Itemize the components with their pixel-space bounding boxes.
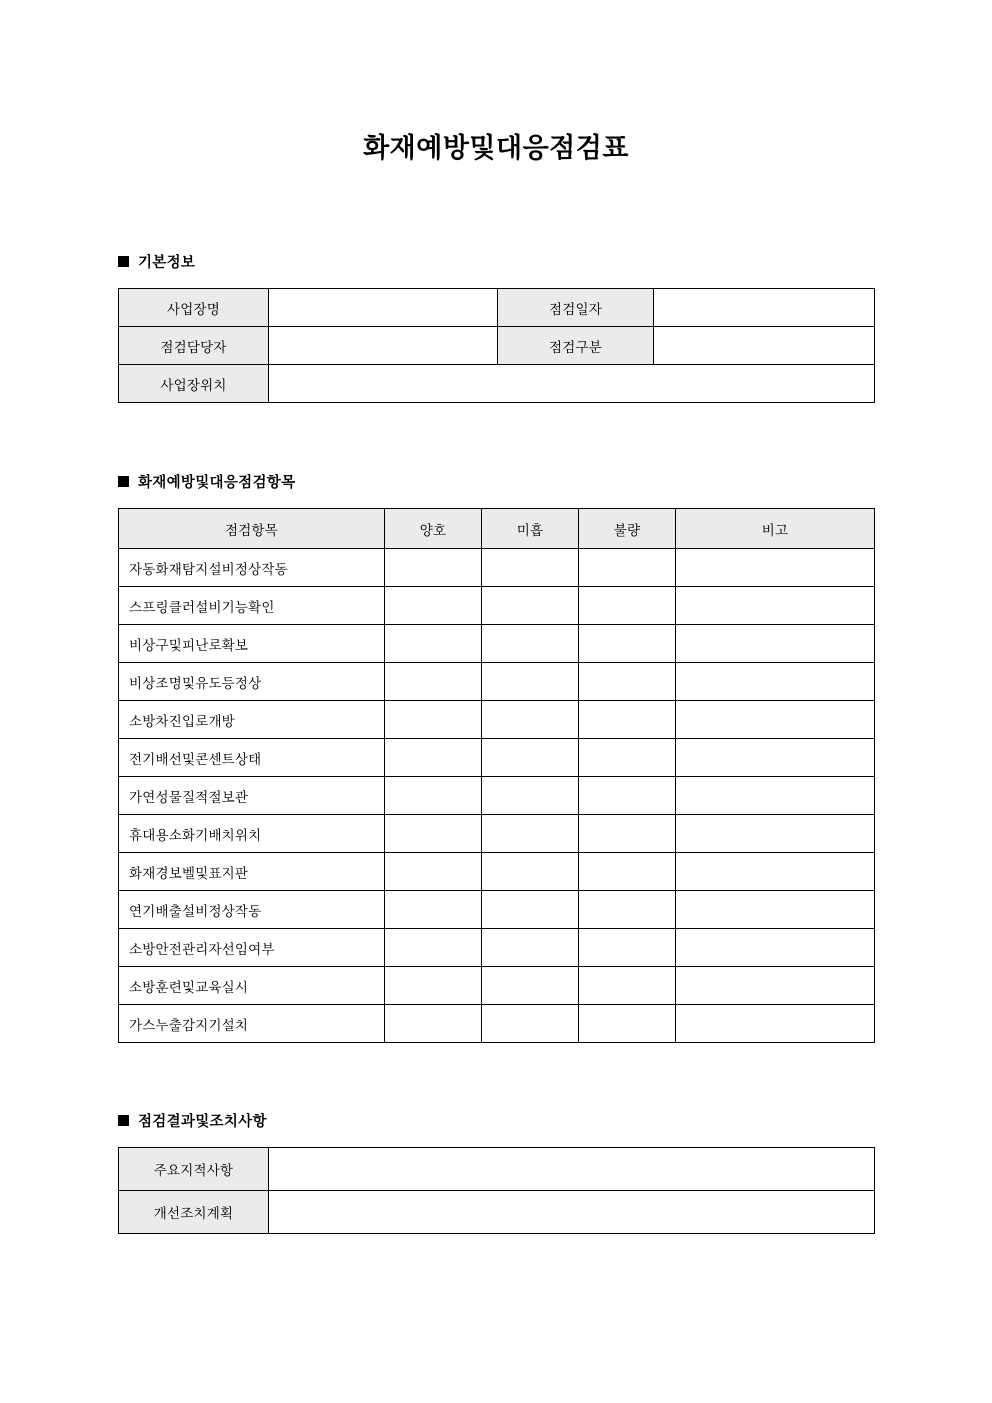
checkbox-cell-poor[interactable] xyxy=(579,625,676,663)
table-row xyxy=(119,853,875,891)
checkbox-cell-insufficient[interactable] xyxy=(482,663,579,701)
field-label-inspection-type: 점검구분 xyxy=(498,327,654,365)
black-square-marker-icon xyxy=(118,1115,129,1126)
inspection-item-label: 스프링클러설비기능확인 xyxy=(119,587,385,625)
section-heading-results-and-actions xyxy=(118,1110,267,1131)
column-header-good: 양호 xyxy=(385,509,482,549)
checkbox-cell-insufficient[interactable] xyxy=(482,777,579,815)
inspection-item-label: 소방안전관리자선임여부 xyxy=(119,929,385,967)
field-label-inspection-date: 점검일자 xyxy=(498,289,654,327)
column-header-remark: 비고 xyxy=(676,509,875,549)
checkbox-cell-insufficient[interactable] xyxy=(482,929,579,967)
inspection-item-label: 전기배선및콘센트상태 xyxy=(119,739,385,777)
inspection-item-label: 휴대용소화기배치위치 xyxy=(119,815,385,853)
remark-cell[interactable] xyxy=(676,967,875,1005)
checkbox-cell-good[interactable] xyxy=(385,549,482,587)
checkbox-cell-poor[interactable] xyxy=(579,701,676,739)
checkbox-cell-poor[interactable] xyxy=(579,815,676,853)
remark-cell[interactable] xyxy=(676,701,875,739)
table-row xyxy=(119,625,875,663)
checkbox-cell-insufficient[interactable] xyxy=(482,587,579,625)
remark-cell[interactable] xyxy=(676,625,875,663)
remark-cell[interactable] xyxy=(676,1005,875,1043)
checkbox-cell-poor[interactable] xyxy=(579,967,676,1005)
table-row xyxy=(119,891,875,929)
checkbox-cell-insufficient[interactable] xyxy=(482,891,579,929)
inspection-item-label: 소방훈련및교육실시 xyxy=(119,967,385,1005)
inspection-item-label: 가연성물질적절보관 xyxy=(119,777,385,815)
page-title: 화재예방및대응점검표 xyxy=(363,133,629,164)
checkbox-cell-insufficient[interactable] xyxy=(482,739,579,777)
table-row xyxy=(119,701,875,739)
black-square-marker-icon xyxy=(118,256,129,267)
basic-info-table xyxy=(118,288,875,403)
checkbox-cell-good[interactable] xyxy=(385,701,482,739)
section-heading-label: 기본정보 xyxy=(138,255,196,271)
checkbox-cell-poor[interactable] xyxy=(579,853,676,891)
field-label-business-name: 사업장명 xyxy=(119,289,269,327)
inspection-item-label: 화재경보벨및표지판 xyxy=(119,853,385,891)
checkbox-cell-good[interactable] xyxy=(385,1005,482,1043)
checkbox-cell-poor[interactable] xyxy=(579,549,676,587)
table-row xyxy=(119,1148,875,1191)
table-row xyxy=(119,549,875,587)
checkbox-cell-good[interactable] xyxy=(385,625,482,663)
section-heading-inspection-items xyxy=(118,471,295,492)
checkbox-cell-good[interactable] xyxy=(385,739,482,777)
remark-cell[interactable] xyxy=(676,929,875,967)
checkbox-cell-good[interactable] xyxy=(385,587,482,625)
remark-cell[interactable] xyxy=(676,853,875,891)
inspection-item-label: 비상조명및유도등정상 xyxy=(119,663,385,701)
field-label-inspector: 점검담당자 xyxy=(119,327,269,365)
field-value-inspection-date[interactable] xyxy=(654,289,875,327)
inspection-items-table xyxy=(118,508,875,1043)
checkbox-cell-insufficient[interactable] xyxy=(482,701,579,739)
table-row xyxy=(119,1005,875,1043)
table-row xyxy=(119,739,875,777)
section-heading-basic-info xyxy=(118,251,195,272)
remark-cell[interactable] xyxy=(676,891,875,929)
column-header-insufficient: 미흡 xyxy=(482,509,579,549)
inspection-item-label: 소방차진입로개방 xyxy=(119,701,385,739)
checkbox-cell-good[interactable] xyxy=(385,663,482,701)
column-header-item: 점검항목 xyxy=(119,509,385,549)
remark-cell[interactable] xyxy=(676,587,875,625)
checkbox-cell-good[interactable] xyxy=(385,853,482,891)
black-square-marker-icon xyxy=(118,476,129,487)
checkbox-cell-good[interactable] xyxy=(385,967,482,1005)
inspection-item-label: 비상구및피난로확보 xyxy=(119,625,385,663)
field-value-business-location[interactable] xyxy=(269,365,875,403)
field-label-improvement-plan: 개선조치계획 xyxy=(119,1191,269,1234)
column-header-poor: 불량 xyxy=(579,509,676,549)
checkbox-cell-good[interactable] xyxy=(385,929,482,967)
checkbox-cell-good[interactable] xyxy=(385,777,482,815)
checkbox-cell-poor[interactable] xyxy=(579,929,676,967)
table-row xyxy=(119,365,875,403)
checkbox-cell-poor[interactable] xyxy=(579,1005,676,1043)
remark-cell[interactable] xyxy=(676,663,875,701)
checkbox-cell-insufficient[interactable] xyxy=(482,853,579,891)
table-row xyxy=(119,327,875,365)
checkbox-cell-good[interactable] xyxy=(385,815,482,853)
checkbox-cell-insufficient[interactable] xyxy=(482,625,579,663)
remark-cell[interactable] xyxy=(676,815,875,853)
checkbox-cell-insufficient[interactable] xyxy=(482,967,579,1005)
table-row xyxy=(119,967,875,1005)
checkbox-cell-insufficient[interactable] xyxy=(482,815,579,853)
field-value-inspector[interactable] xyxy=(269,327,498,365)
table-row xyxy=(119,1191,875,1234)
table-row xyxy=(119,929,875,967)
field-value-inspection-type[interactable] xyxy=(654,327,875,365)
field-value-main-findings[interactable] xyxy=(269,1148,875,1191)
field-value-business-name[interactable] xyxy=(269,289,498,327)
table-row xyxy=(119,777,875,815)
inspection-item-label: 연기배출설비정상작동 xyxy=(119,891,385,929)
inspection-item-label: 가스누출감지기설치 xyxy=(119,1005,385,1043)
table-row xyxy=(119,815,875,853)
section-heading-label: 화재예방및대응점검항목 xyxy=(138,475,296,491)
table-row xyxy=(119,289,875,327)
checkbox-cell-insufficient[interactable] xyxy=(482,1005,579,1043)
checkbox-cell-poor[interactable] xyxy=(579,663,676,701)
checkbox-cell-poor[interactable] xyxy=(579,891,676,929)
checkbox-cell-poor[interactable] xyxy=(579,777,676,815)
results-and-actions-table xyxy=(118,1147,875,1234)
remark-cell[interactable] xyxy=(676,549,875,587)
inspection-item-label: 자동화재탐지설비정상작동 xyxy=(119,549,385,587)
field-label-business-location: 사업장위치 xyxy=(119,365,269,403)
section-heading-label: 점검결과및조치사항 xyxy=(138,1114,267,1130)
remark-cell[interactable] xyxy=(676,739,875,777)
table-header-row xyxy=(119,509,875,549)
field-label-main-findings: 주요지적사항 xyxy=(119,1148,269,1191)
table-row xyxy=(119,587,875,625)
checkbox-cell-poor[interactable] xyxy=(579,739,676,777)
remark-cell[interactable] xyxy=(676,777,875,815)
field-value-improvement-plan[interactable] xyxy=(269,1191,875,1234)
checkbox-cell-poor[interactable] xyxy=(579,587,676,625)
checkbox-cell-insufficient[interactable] xyxy=(482,549,579,587)
table-row xyxy=(119,663,875,701)
checkbox-cell-good[interactable] xyxy=(385,891,482,929)
